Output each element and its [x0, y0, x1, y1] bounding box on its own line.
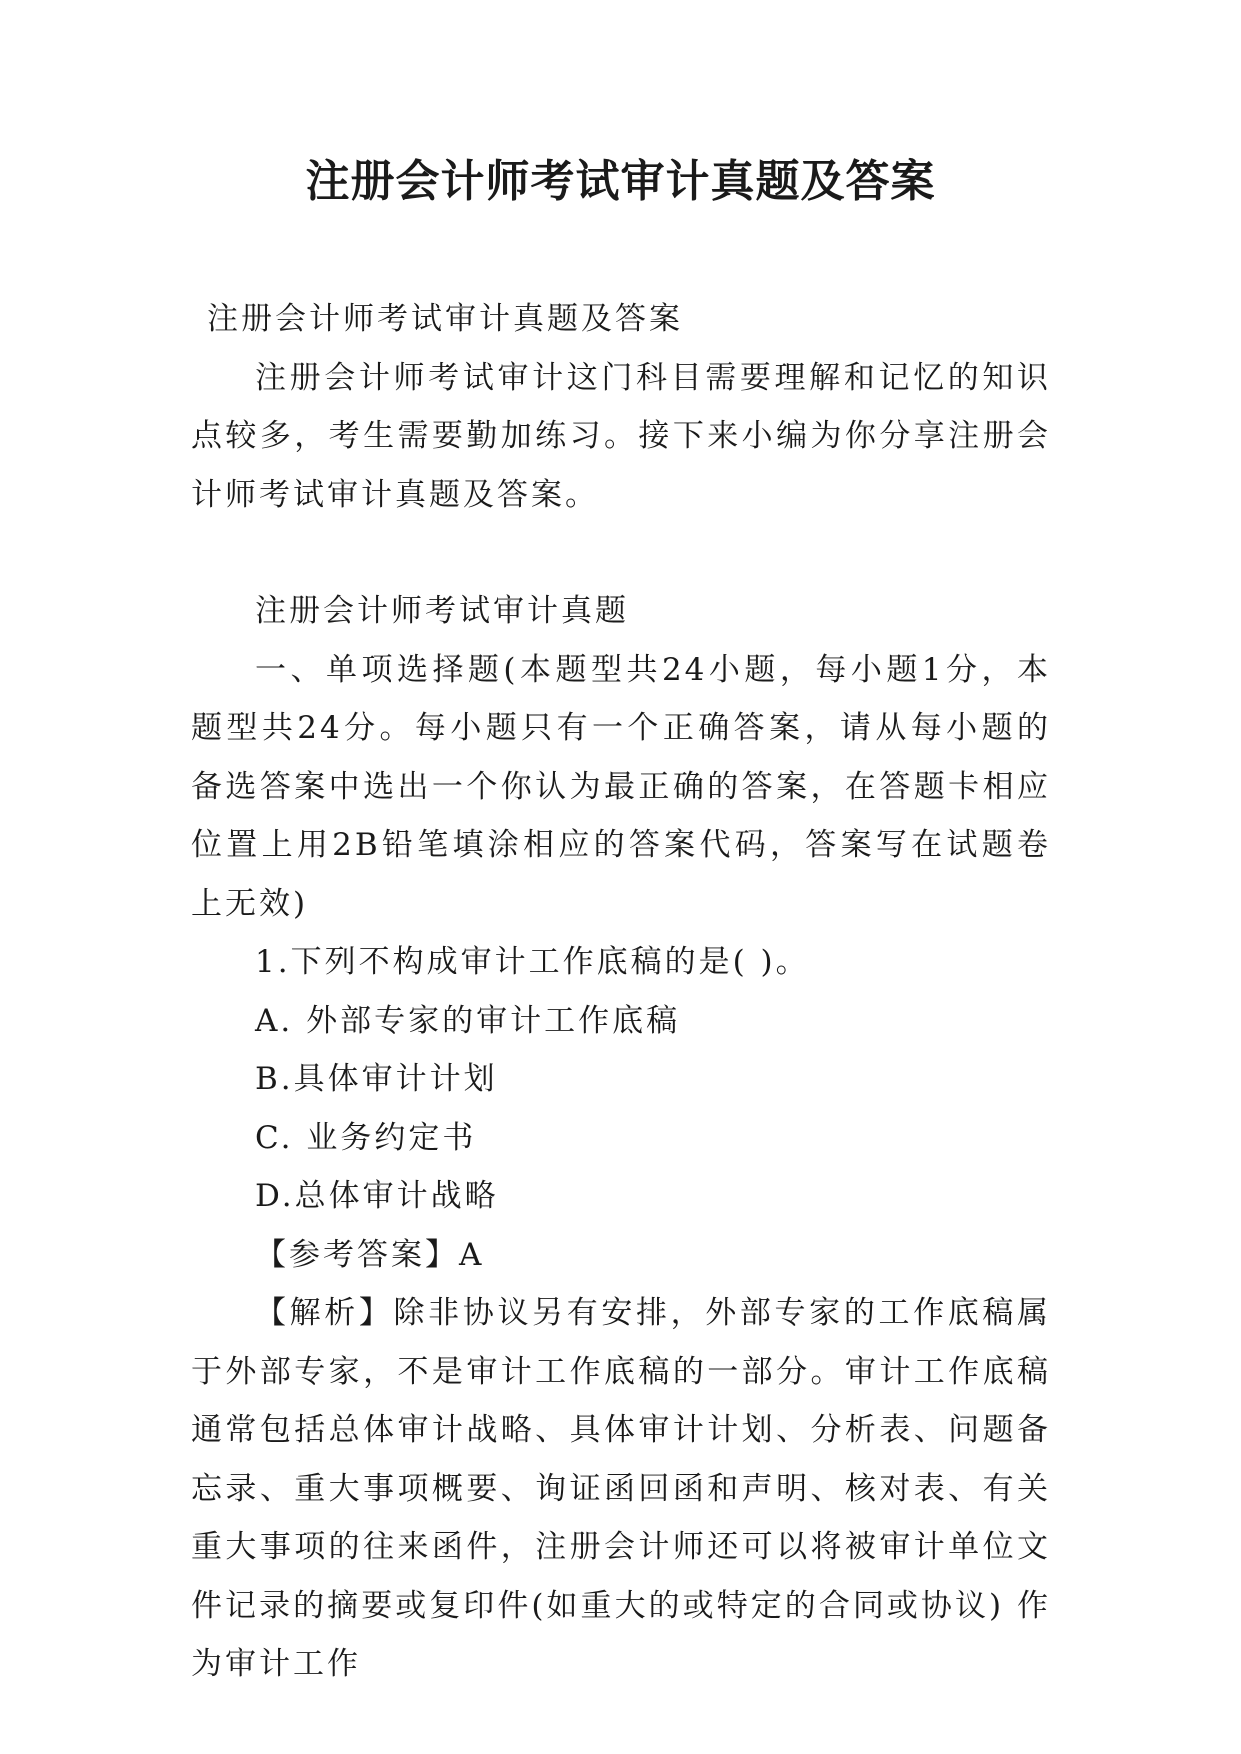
intro-paragraph: 注册会计师考试审计这门科目需要理解和记忆的知识点较多，考生需要勤加练习。接下来小编为你分享注册会计师考试审计真题及答案。 — [191, 359, 1051, 513]
document-body — [191, 290, 1051, 1694]
answer-analysis: 【解析】除非协议另有安排，外部专家的工作底稿属于外部专家，不是审计工作底稿的一部分。审计工作底稿通常包括总体审计战略、具体审计计划、分析表、问题备忘录、重大事项概要、询证函回函和声明、核对表、有关重大事项的往来函件，注册会计师还可以将被审计单位文件记录的摘要或复印件(如重大的或特定的合同或协议) 作为审计工作 — [191, 1295, 1051, 1682]
option-d: D.总体审计战略 — [255, 1178, 499, 1214]
document-title: 注册会计师考试审计真题及答案 — [305, 156, 936, 207]
reference-answer: 【参考答案】A — [255, 1236, 485, 1273]
paragraph-spacer — [191, 524, 1051, 582]
option-c: C. 业务约定书 — [255, 1119, 477, 1156]
document-subtitle: 注册会计师考试审计真题及答案 — [207, 301, 683, 337]
part-one-instructions: 一、单项选择题(本题型共24小题，每小题1分，本题型共24分。每小题只有一个正确答案，请从每小题的备选答案中选出一个你认为最正确的答案，在答题卡相应位置上用2B铅笔填涂相应的答案代码，答案写在试题卷上无效) — [191, 651, 1051, 922]
question-stem: 1.下列不构成审计工作底稿的是( )。 — [255, 944, 810, 980]
option-b: B.具体审计计划 — [255, 1061, 498, 1097]
option-a: A. 外部专家的审计工作底稿 — [255, 1002, 681, 1039]
section-heading: 注册会计师考试审计真题 — [255, 593, 629, 629]
